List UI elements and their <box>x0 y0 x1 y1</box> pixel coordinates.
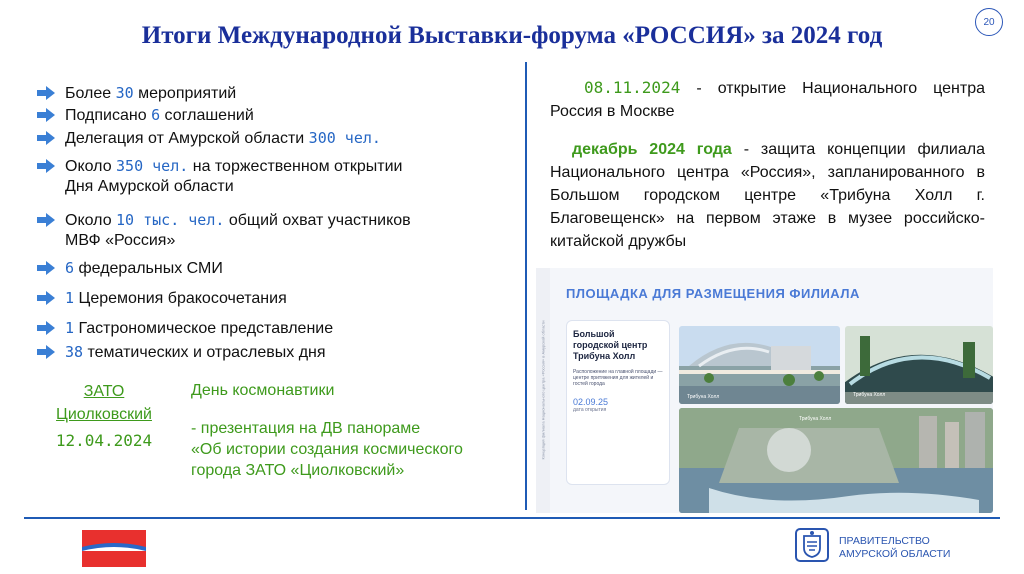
venue-card <box>536 268 993 513</box>
paragraph-opening: 08.11.2024 - открытие Национального центра Россия в Москве <box>550 78 986 120</box>
concept-date: декабрь 2024 года <box>572 141 732 158</box>
list-item: 38 тематических и отраслевых дня <box>36 342 326 363</box>
arrow-right-icon <box>36 288 56 308</box>
list-item: Подписано 6 соглашений <box>36 105 254 126</box>
list-item: Около 10 тыс. чел. общий охват участников МВФ «Россия» <box>36 210 411 251</box>
venue-info-panel <box>566 320 670 485</box>
vertical-divider <box>525 62 527 510</box>
venue-name: Большой городской центр Трибуна Холл <box>573 329 648 361</box>
arrow-right-icon <box>36 210 56 230</box>
card-heading: ПЛОЩАДКА ДЛЯ РАЗМЕЩЕНИЯ ФИЛИАЛА <box>566 286 860 301</box>
venue-date-label: дата открытия <box>573 407 607 413</box>
highlight-value: 350 чел. <box>116 157 189 175</box>
org-name-line2: АМУРСКОЙ ОБЛАСТИ <box>839 547 951 560</box>
amur-flag-logo <box>82 530 146 567</box>
arrow-right-icon <box>36 83 56 103</box>
org-name-line1: ПРАВИТЕЛЬСТВО <box>839 534 930 547</box>
highlight-value: 1 <box>65 289 75 307</box>
photo-caption: Трибуна Холл <box>853 392 886 398</box>
list-item: 6 федеральных СМИ <box>36 258 223 279</box>
arrow-right-icon <box>36 342 56 362</box>
venue-description: Расположение на главной площади — центре притяжения для жителей и гостей города <box>573 369 663 387</box>
coat-of-arms-icon <box>795 528 829 567</box>
highlight-value: 6 <box>151 106 161 124</box>
footer-divider <box>24 517 1000 519</box>
arrow-right-icon <box>36 105 56 125</box>
highlight-value: 6 <box>65 259 75 277</box>
arrow-right-icon <box>36 128 56 148</box>
cosmonautics-line: «Об истории создания космического <box>191 441 463 458</box>
card-spine: Концепция филиала Национального центра «Россия» в Амурской области <box>536 268 550 513</box>
highlight-value: 10 тыс. чел. <box>116 211 225 229</box>
cosmonautics-line: города ЗАТО «Циолковский» <box>191 462 405 479</box>
list-item: Более 30 мероприятий <box>36 83 236 104</box>
zato-city: Циолковский <box>56 406 152 423</box>
zato-label: ЗАТО <box>83 383 125 400</box>
zato-date: 12.04.2024 <box>55 431 153 450</box>
arrow-right-icon <box>36 318 56 338</box>
venue-date: 02.09.25 <box>573 397 609 407</box>
highlight-value: 1 <box>65 319 75 337</box>
list-item: 1 Церемония бракосочетания <box>36 288 287 309</box>
slide-title: Итоги Международной Выставки-форума «РОССИЯ» за 2024 год <box>141 22 883 49</box>
page-number: 20 <box>975 8 1003 36</box>
venue-photo <box>679 408 993 513</box>
cosmonautics-block <box>191 380 506 481</box>
venue-photo <box>679 326 840 404</box>
highlight-value: 300 чел. <box>308 129 381 147</box>
paragraph-concept: декабрь 2024 года - защита концепции филиала Национального центра «Россия», запланированного в Большом городском центре «Трибуна Холл г. Благовещенск» на первом этаже в музее российско-китайской дружбы <box>550 141 985 250</box>
arrow-right-icon <box>36 258 56 278</box>
list-item: 1 Гастрономическое представление <box>36 318 333 339</box>
list-item: Около 350 чел. на торжественном открытии Дня Амурской области <box>36 156 403 197</box>
photo-caption: Трибуна Холл <box>687 394 720 400</box>
venue-photo <box>845 326 993 404</box>
zato-block <box>44 380 164 452</box>
arrow-right-icon <box>36 156 56 176</box>
government-logo <box>795 528 950 567</box>
list-item: Делегация от Амурской области 300 чел. <box>36 128 381 149</box>
cosmonautics-line: - презентация на ДВ панораме <box>191 420 421 437</box>
highlight-value: 38 <box>65 343 84 361</box>
cosmonautics-title: День космонавтики <box>191 382 335 399</box>
highlight-value: 30 <box>115 84 134 102</box>
opening-date: 08.11.2024 <box>584 78 681 97</box>
photo-caption: Трибуна Холл <box>799 416 832 422</box>
